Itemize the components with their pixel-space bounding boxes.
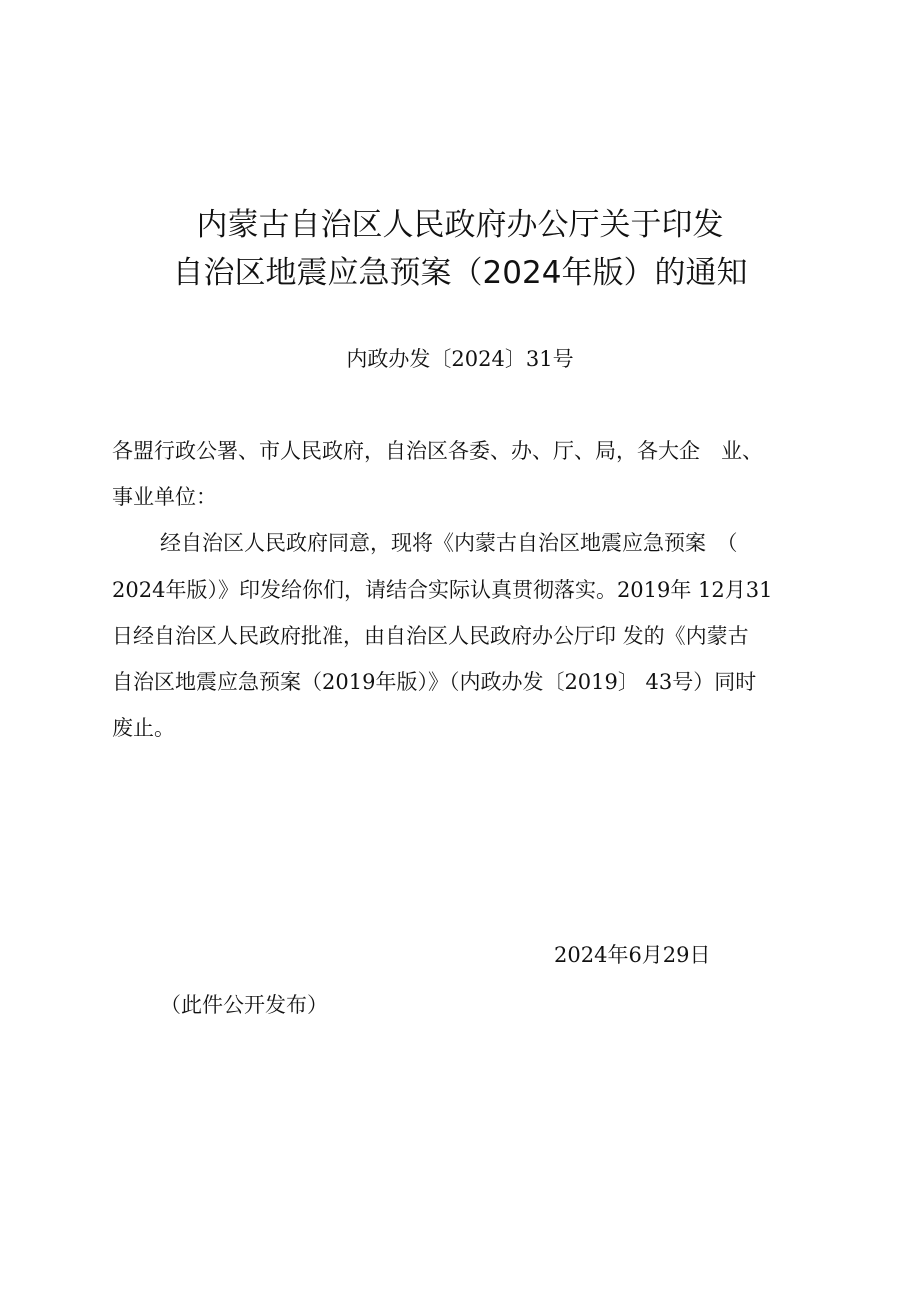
recipients-line-1: 各盟行政公署、市人民政府，自治区各委、办、厅、局，各大企 业、 <box>112 439 763 463</box>
body-line-2: 2024年版）》印发给你们，请结合实际认真贯彻落实。2019年 12月31 <box>112 578 773 602</box>
body-line-1: 经自治区人民政府同意，现将《内蒙古自治区地震应急预案 （ <box>160 531 738 555</box>
document-title-line-2: 自治区地震应急预案（2024年版）的通知 <box>172 255 748 291</box>
issue-date: 2024年6月29日 <box>554 943 711 967</box>
body-line-3: 日经自治区人民政府批准，由自治区人民政府办公厅印 发的《内蒙古 <box>112 624 749 648</box>
publication-note: （此件公开发布） <box>160 993 328 1017</box>
body-line-4: 自治区地震应急预案（2019年版）》（内政办发〔2019〕 43号）同时 <box>112 670 757 694</box>
recipients-line-2: 事业单位： <box>112 485 217 509</box>
document-title-line-1: 内蒙古自治区人民政府办公厅关于印发 <box>196 207 724 243</box>
body-line-5: 废止。 <box>112 716 175 740</box>
document-number: 内政办发〔2024〕31号 <box>346 347 574 371</box>
